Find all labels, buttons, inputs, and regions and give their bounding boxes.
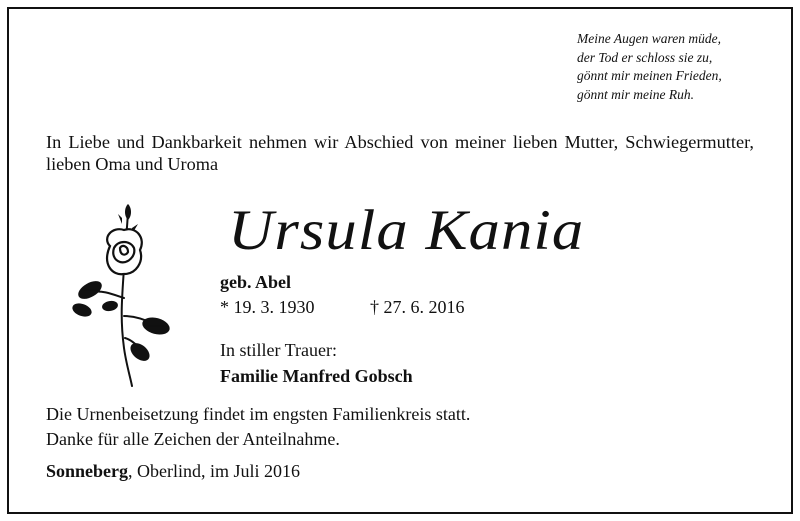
place-date — [46, 461, 300, 482]
poem — [577, 30, 777, 104]
thanks-notice: Danke für alle Zeichen der Anteilnahme. — [46, 429, 340, 449]
deceased-name-text: Ursula Kania — [228, 199, 585, 262]
birth-date: * 19. 3. 1930 — [220, 297, 315, 317]
urn-notice: Die Urnenbeisetzung findet im engsten Familienkreis statt. — [46, 404, 471, 424]
death-date: † 27. 6. 2016 — [370, 297, 465, 317]
poem-line: gönnt mir meine Ruh. — [577, 86, 694, 102]
rose-icon — [62, 198, 172, 388]
mourners-family: Familie Manfred Gobsch — [220, 366, 413, 386]
place-town: Sonneberg — [46, 461, 129, 481]
poem-line: der Tod er schloss sie zu, — [577, 49, 713, 65]
mourners-label: In stiller Trauer: — [220, 340, 337, 360]
poem-line: gönnt mir meinen Frieden, — [577, 68, 722, 83]
deceased-name — [228, 196, 648, 266]
place-rest: , Oberlind, im Juli 2016 — [128, 461, 301, 481]
life-dates — [220, 297, 520, 321]
intro-text: In Liebe und Dankbarkeit nehmen wir Abschied von meiner lieben Mutter, Schwiegermutter, lieben Oma und Uroma — [46, 132, 754, 174]
maiden-name: geb. Abel — [220, 272, 292, 292]
poem-line: Meine Augen waren müde, — [577, 31, 721, 46]
